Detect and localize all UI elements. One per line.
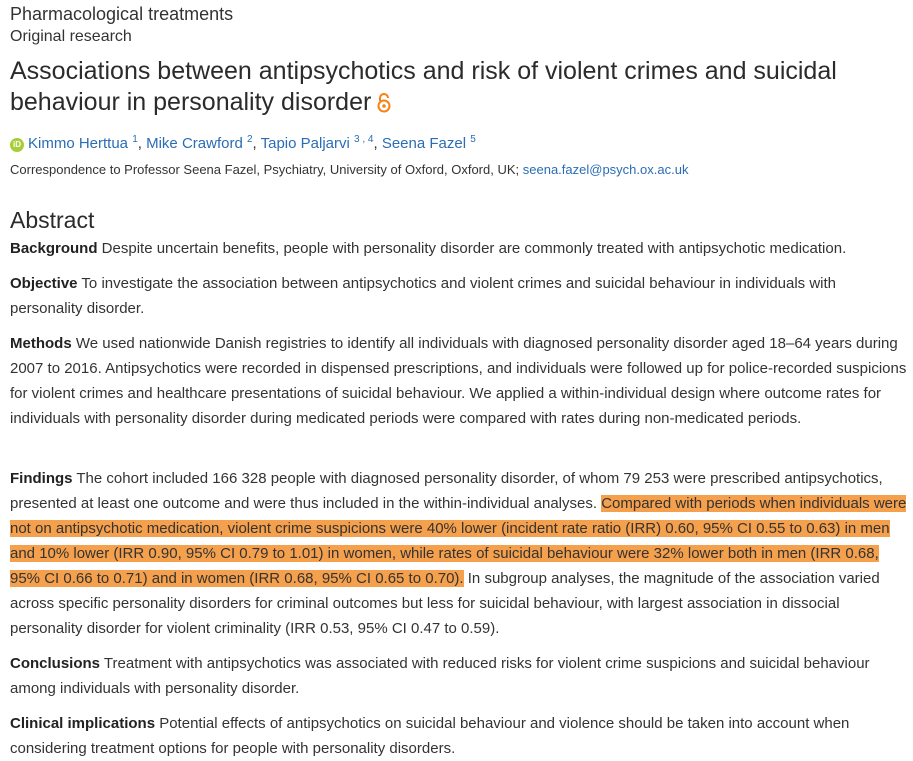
affiliation-ref[interactable]: 2 — [246, 134, 253, 145]
correspondence-email-link[interactable]: seena.fazel@psych.ox.ac.uk — [522, 162, 689, 177]
background-text: Despite uncertain benefits, people with personality disorder are commonly treated with antipsychotic medication. — [97, 240, 847, 257]
clinical-implications-text: Potential effects of antipsychotics on suicidal behaviour and violence should be taken into account when considering treatment options for people with personality disorders. — [10, 715, 850, 757]
affiliation-ref[interactable]: 5 — [470, 134, 476, 145]
abstract-conclusions — [10, 651, 910, 701]
open-access-lock-icon — [377, 90, 391, 121]
affiliation-ref[interactable]: 3 , 4 — [354, 134, 374, 145]
abstract-clinical-implications — [10, 711, 910, 761]
orcid-icon[interactable]: iD — [10, 138, 24, 152]
author-link-crawford[interactable]: Mike Crawford — [146, 135, 243, 152]
author-link-paljarvi[interactable]: Tapio Paljarvi — [260, 135, 350, 152]
abstract-methods — [10, 331, 910, 431]
article-title-text: Associations between antipsychotics and risk of violent crimes and suicidal behaviour in personality disorder — [10, 57, 837, 116]
highlighted-text: Compared with periods when individuals were not on antipsychotic medication, violent crime suspicions were 40% lower (incident rate ratio (IRR) 0.60, 95% CI 0.55 to 0.63) in men and 10% lower (IRR 0.90, 95% CI 0.79 to 1.01) in women, while rates of suicidal behaviour were 32% lower both in men (IRR 0.68, 95% CI 0.66 to 0.71) and in women (IRR 0.68, 95% CI 0.65 to 0.70). — [10, 495, 907, 587]
abstract-background — [10, 236, 910, 261]
abstract-findings — [10, 466, 910, 641]
abstract-objective — [10, 271, 910, 321]
methods-text: We used nationwide Danish registries to identify all individuals with diagnosed personality disorder aged 18–64 years during 2007 to 2016. Antipsychotics were recorded in dispensed prescriptions, and individuals were followed up for police-recorded suspicions for violent crimes and healthcare presentations of suicidal behaviour. We applied a within-individual design where outcome rates for individuals with personality disorder during medicated periods were compared with rates during non-medicated periods. — [10, 335, 907, 427]
abstract-heading: Abstract — [10, 207, 95, 233]
clinical-implications-label: Clinical implications — [10, 715, 156, 732]
section-label: Pharmacological treatments — [10, 4, 234, 24]
article-type: Original research — [10, 28, 132, 45]
correspondence — [10, 162, 688, 177]
conclusions-text: Treatment with antipsychotics was associated with reduced risks for violent crime suspicions and suicidal behaviour among individuals with personality disorder. — [10, 655, 870, 697]
findings-label: Findings — [10, 470, 73, 487]
correspondence-text: Correspondence to Professor Seena Fazel, Psychiatry, University of Oxford, Oxford, UK; — [10, 162, 520, 177]
findings-text: The cohort included 166 328 people with diagnosed personality disorder, of whom 79 253 were prescribed antipsychotics, presented at least one outcome and were thus included in the within-individual analyses. — [10, 470, 883, 512]
conclusions-label: Conclusions — [10, 655, 101, 672]
findings-text-continued: In subgroup analyses, the magnitude of the association varied across specific personality disorders for criminal outcomes but less for suicidal behaviour, with largest association in dissocial personality disorder for violent criminality (IRR 0.53, 95% CI 0.47 to 0.59). — [10, 570, 880, 637]
affiliation-ref[interactable]: 1 — [132, 134, 138, 145]
author-link-fazel[interactable]: Seena Fazel — [381, 135, 467, 152]
background-label: Background — [10, 240, 98, 257]
objective-label: Objective — [10, 275, 78, 292]
article-title — [10, 56, 890, 121]
methods-label: Methods — [10, 335, 72, 352]
objective-text: To investigate the association between antipsychotics and violent crimes and suicidal behaviour in individuals with personality disorder. — [10, 275, 837, 317]
author-link-herttua[interactable]: Kimmo Herttua — [28, 135, 129, 152]
author-list: iD Kimmo Herttua $^1$, Mike Crawford $^2$, Tapio Paljarvi $^{3 , 4}$, Seena Fazel $^5$ — [10, 134, 476, 152]
